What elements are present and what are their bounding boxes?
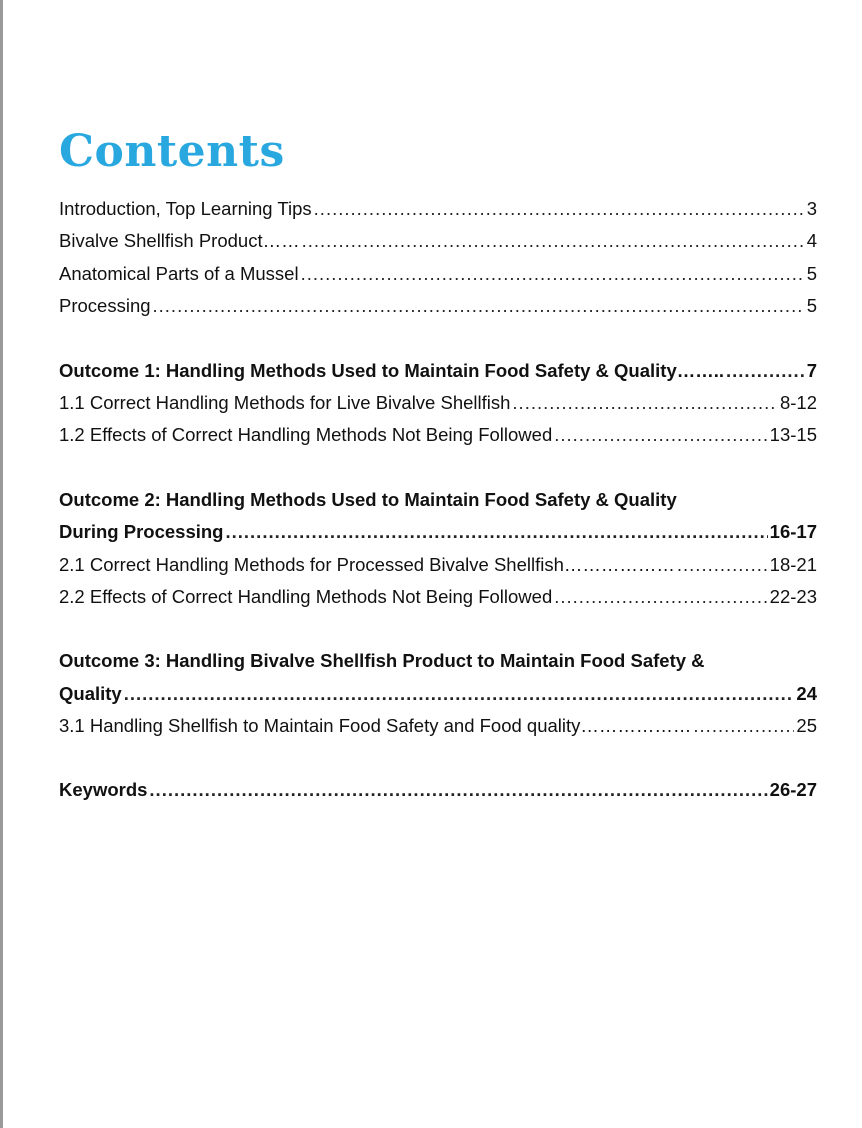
toc-entry-label: 2.1 Correct Handling Methods for Processed Bivalve Shellfish………………	[59, 553, 675, 575]
toc-entry-page: 7	[806, 359, 817, 381]
dot-leader	[314, 193, 805, 225]
toc-section-intro	[59, 193, 817, 323]
toc-entry-outcome-3[interactable]	[59, 678, 817, 710]
toc-entry-label: Processing	[59, 295, 151, 317]
toc-entry[interactable]	[59, 258, 817, 290]
toc-section-outcome-2	[59, 484, 817, 614]
toc-entry-page: 5	[806, 295, 817, 317]
toc-entry-page: 5	[806, 262, 817, 284]
toc-entry-page: 16-17	[769, 521, 817, 543]
dot-leader	[149, 774, 767, 806]
dot-leader	[153, 290, 805, 322]
toc-outcome-heading[interactable]: Outcome 3: Handling Bivalve Shellfish Product to Maintain Food Safety &	[59, 650, 705, 672]
toc-entry-page: 13-15	[769, 424, 817, 446]
toc-entry-outcome-1[interactable]	[59, 355, 817, 387]
toc-entry-page: 24	[796, 682, 817, 704]
toc-entry-label: During Processing	[59, 521, 224, 543]
dot-leader	[225, 516, 767, 548]
toc-entry-page: 8-12	[779, 391, 817, 413]
toc-entry-label: Outcome 1: Handling Methods Used to Maintain Food Safety & Quality……..	[59, 359, 725, 381]
toc-entry-page: 25	[796, 715, 817, 737]
toc-entry[interactable]	[59, 549, 817, 581]
page-title: Contents	[59, 126, 285, 177]
toc-outcome-heading[interactable]: Outcome 2: Handling Methods Used to Maintain Food Safety & Quality	[59, 488, 677, 510]
dot-leader	[124, 678, 795, 710]
dot-leader	[677, 549, 768, 581]
toc-entry-label: 1.2 Effects of Correct Handling Methods Not Being Followed	[59, 424, 553, 446]
dot-leader	[301, 258, 805, 290]
dot-leader	[302, 225, 805, 257]
toc-section-outcome-3	[59, 645, 817, 742]
dot-leader	[512, 387, 778, 419]
toc-entry[interactable]	[59, 225, 817, 257]
toc-entry-label: Keywords	[59, 779, 148, 801]
toc-entry-label: Quality	[59, 682, 122, 704]
dot-leader	[554, 581, 767, 613]
toc-entry-label: 2.2 Effects of Correct Handling Methods Not Being Followed	[59, 585, 553, 607]
toc-entry-label: Bivalve Shellfish Product……	[59, 230, 300, 252]
toc-entry-page: 4	[806, 230, 817, 252]
toc-entry-outcome-2[interactable]	[59, 516, 817, 548]
toc-entry-page: 26-27	[769, 779, 817, 801]
toc-entry[interactable]	[59, 710, 817, 742]
toc-section-outcome-1	[59, 355, 817, 452]
toc-entry-label: Introduction, Top Learning Tips	[59, 198, 312, 219]
toc-entry[interactable]	[59, 419, 817, 451]
toc-entry-label: 3.1 Handling Shellfish to Maintain Food Safety and Food quality………………	[59, 715, 692, 737]
toc-entry[interactable]	[59, 581, 817, 613]
toc-entry-label: 1.1 Correct Handling Methods for Live Bivalve Shellfish	[59, 391, 511, 413]
toc-section-keywords	[59, 774, 817, 806]
dot-leader	[726, 355, 805, 387]
table-of-contents	[59, 193, 817, 839]
toc-entry[interactable]	[59, 387, 817, 419]
dot-leader	[554, 419, 767, 451]
toc-entry-label: Anatomical Parts of a Mussel	[59, 262, 299, 284]
toc-entry-page: 18-21	[769, 553, 817, 575]
toc-entry[interactable]	[59, 193, 817, 225]
toc-entry[interactable]	[59, 290, 817, 322]
toc-entry-page: 3	[806, 198, 817, 219]
dot-leader	[693, 710, 794, 742]
toc-entry-keywords[interactable]	[59, 774, 817, 806]
toc-entry-page: 22-23	[769, 585, 817, 607]
